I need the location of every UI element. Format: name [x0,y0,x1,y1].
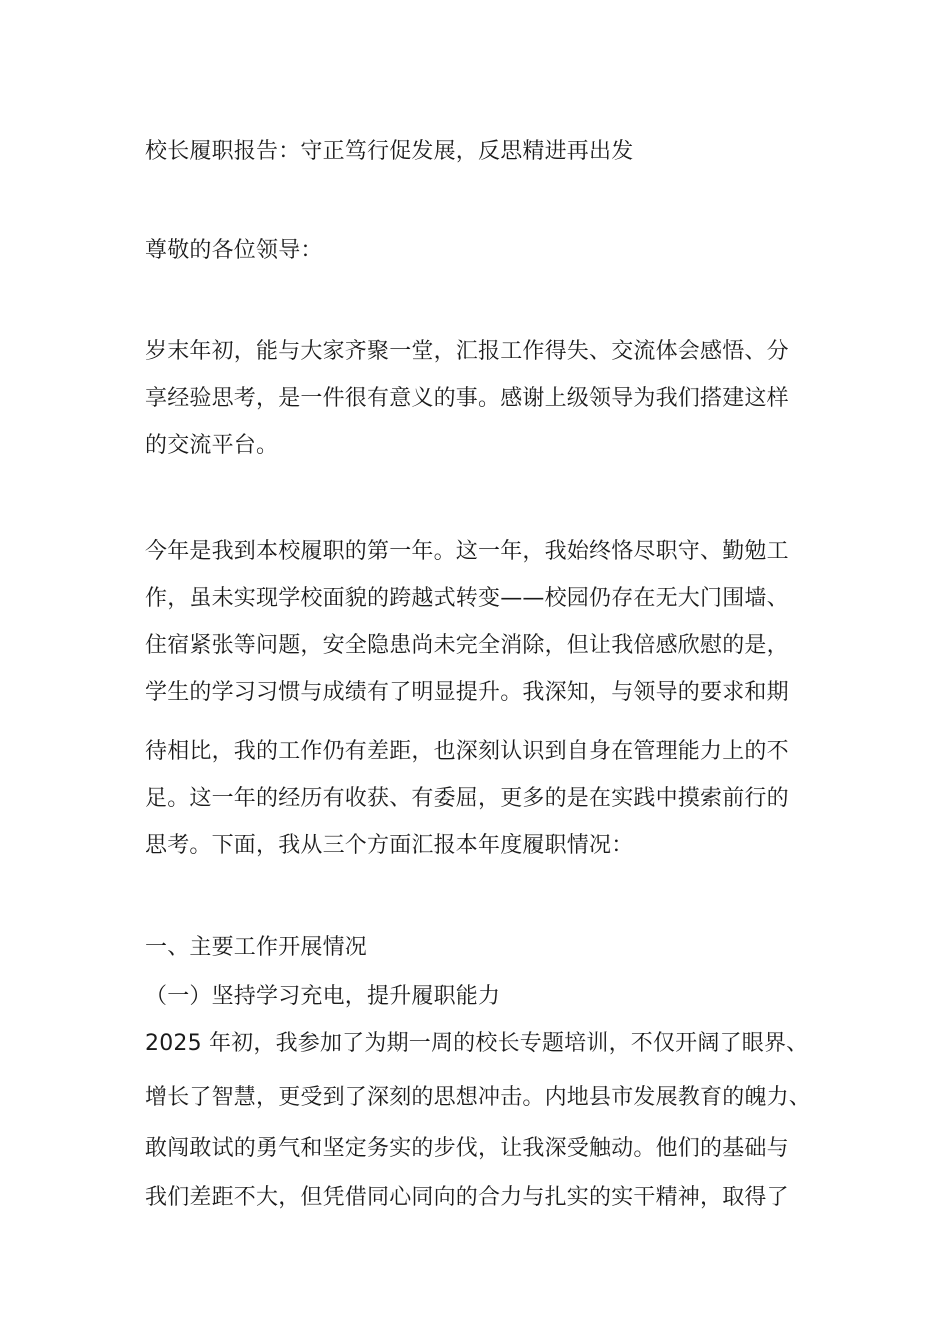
paragraph-line: 的交流平台。 [145,433,279,458]
paragraph-line: 住宿紧张等问题，安全隐患尚未完全消除，但让我倍感欣慰的是， [145,633,789,658]
paragraph-line: 增长了智慧，更受到了深刻的思想冲击。内地县市发展教育的魄力、 [145,1085,812,1110]
salutation: 尊敬的各位领导： [145,238,323,263]
subsection-heading: （一）坚持学习充电，提升履职能力 [145,984,501,1009]
paragraph-line: 敢闯敢试的勇气和坚定务实的步伐，让我深受触动。他们的基础与 [145,1136,789,1161]
paragraph-line: 思考。下面，我从三个方面汇报本年度履职情况： [145,833,634,858]
paragraph-line: 学生的学习习惯与成绩有了明显提升。我深知，与领导的要求和期 [145,680,789,705]
paragraph-line: 享经验思考，是一件很有意义的事。感谢上级领导为我们搭建这样 [145,386,789,411]
paragraph-line: 待相比，我的工作仍有差距，也深刻认识到自身在管理能力上的不 [145,739,789,764]
document-title: 校长履职报告：守正笃行促发展，反思精进再出发 [145,139,634,164]
section-heading: 一、主要工作开展情况 [145,935,368,960]
paragraph-line: 足。这一年的经历有收获、有委屈，更多的是在实践中摸索前行的 [145,786,789,811]
paragraph-line: 作，虽未实现学校面貌的跨越式转变——校园仍存在无大门围墙、 [145,586,789,611]
paragraph-line: 我们差距不大，但凭借同心同向的合力与扎实的实干精神，取得了 [145,1185,789,1210]
paragraph-line: 今年是我到本校履职的第一年。这一年，我始终恪尽职守、勤勉工 [145,539,789,564]
paragraph-line: 岁末年初，能与大家齐聚一堂，汇报工作得失、交流体会感悟、分 [145,339,789,364]
paragraph-line: 2025 年初，我参加了为期一周的校长专题培训，不仅开阔了眼界、 [145,1031,809,1056]
